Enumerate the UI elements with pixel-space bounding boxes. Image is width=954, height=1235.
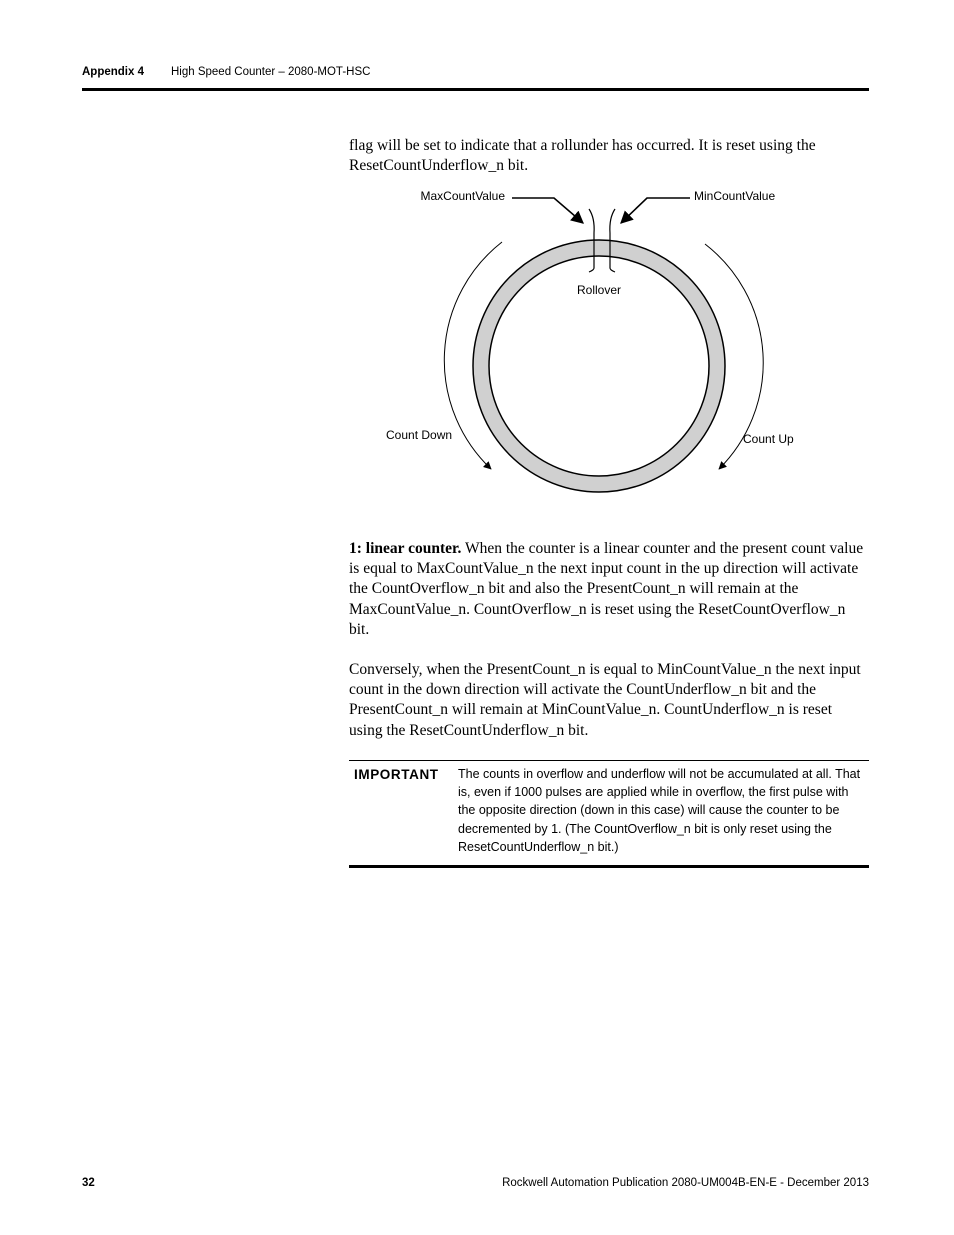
max-count-label: MaxCountValue	[420, 189, 505, 203]
min-pointer-arrow	[621, 198, 690, 223]
rollover-diagram	[349, 180, 869, 510]
page-footer	[82, 1177, 869, 1189]
header-title: High Speed Counter – 2080-MOT-HSC	[171, 66, 371, 78]
page-number: 32	[82, 1177, 95, 1189]
paragraph-linear-counter	[349, 539, 869, 640]
paragraph-conversely: Conversely, when the PresentCount_n is equal to MinCountValue_n the next input count in the down direction will activate the CountUnderflow_n bit and the PresentCount_n will remain at MinCountValue_n. CountUnderflow_n is reset using the ResetCountUnderflow_n bit.	[349, 661, 861, 739]
rollover-bracket-top-left	[589, 209, 594, 233]
min-count-label: MinCountValue	[694, 189, 776, 203]
important-label: IMPORTANT	[354, 767, 439, 782]
rollover-label: Rollover	[576, 283, 622, 297]
linear-counter-heading: 1: linear counter.	[349, 540, 462, 557]
important-text: The counts in overflow and underflow will not be accumulated at all. That is, even if 1000 pulses are applied while in overflow, the first pulse with the opposite direction (down in this case) will cause the counter to be decremented by 1. (The CountOverflow_n bit is only reset using the ResetCountUnderflow_n bit.)	[458, 767, 861, 854]
count-up-label: Count Up	[743, 432, 794, 446]
count-down-label: Count Down	[386, 428, 453, 442]
publication-info: Rockwell Automation Publication 2080-UM004B-EN-E - December 2013	[502, 1177, 869, 1189]
max-pointer-arrow	[512, 198, 583, 223]
header-section: Appendix 4	[82, 66, 144, 78]
page-header	[82, 66, 868, 78]
paragraph-rollunder: flag will be set to indicate that a rollunder has occurred. It is reset using the ResetCountUnderflow_n bit.	[349, 137, 816, 175]
rollover-bracket-top-right	[610, 209, 615, 233]
linear-counter-text: When the counter is a linear counter and the present count value is equal to MaxCountValue_n the next input count in the up direction will activate the CountOverflow_n bit and also the PresentCount_n will remain at the MaxCountValue_n. CountOverflow_n is reset using the ResetCountOverflow_n bit.	[349, 540, 864, 638]
important-box	[349, 760, 869, 868]
header-rule	[82, 88, 869, 91]
